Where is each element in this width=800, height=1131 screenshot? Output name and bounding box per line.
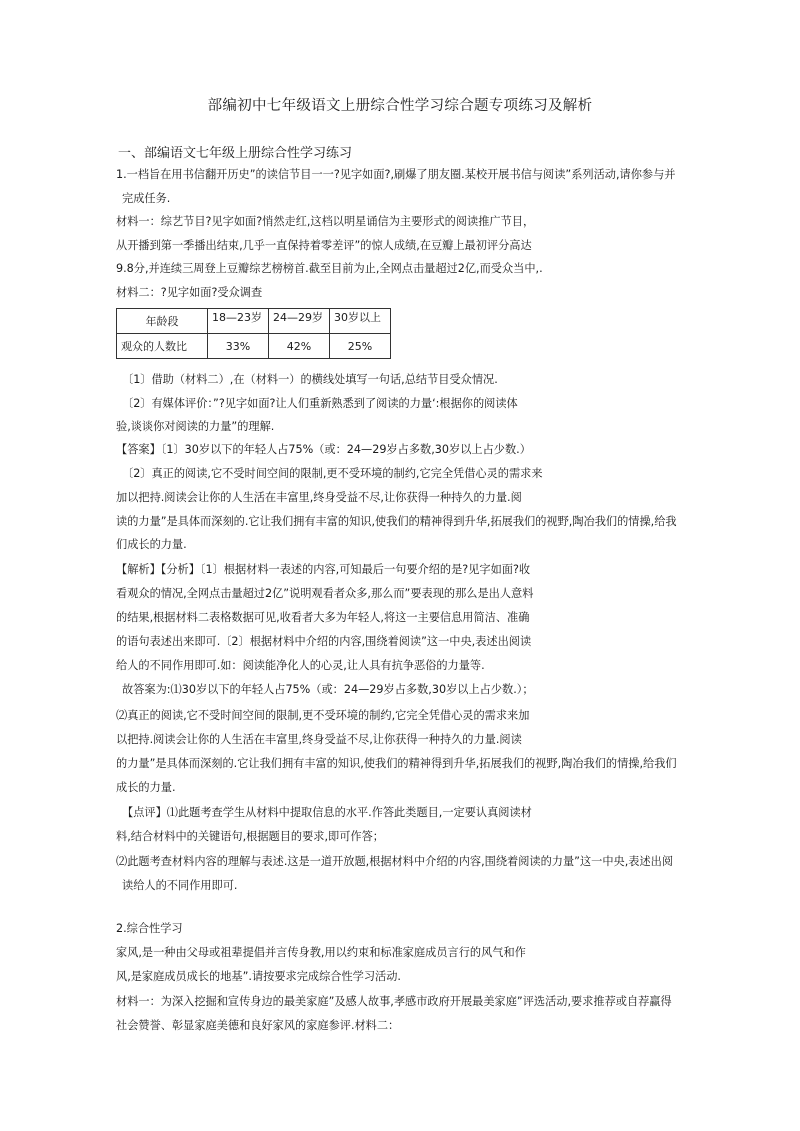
analysis-line: 给人的不同作用即可.如：阅读能净化人的心灵,让人具有抗争恶俗的力量等. bbox=[116, 659, 485, 672]
q2-line: 社会赞誉、彰显家庭美德和良好家风的家庭参评.材料二： bbox=[116, 1019, 400, 1032]
q1-line: 材料一：综艺节目?见字如面?悄然走红,这档以明星诵信为主要形式的阅读推广节目， bbox=[116, 215, 535, 228]
answer-line: 加以把持.阅读会让你的人生活在丰富里,终身受益不尽,让你获得一种持久的力量.阅 bbox=[116, 491, 522, 504]
q1-subquestion: 验,谈谈你对阅读的力量”的理解. bbox=[116, 420, 275, 433]
q1-line: 1.一档旨在用书信翻开历史”的读信节目一一?见字如面?,刷爆了朋友圈.某校开展书信与阅读”系列活动,请你参与并 bbox=[116, 168, 676, 181]
q1-line: 从开播到第一季播出结束,几乎一直保持着零差评”的惊人成绩,在豆瓣上最初评分高达 bbox=[116, 239, 532, 252]
analysis-line: 以把持.阅读会让你的人生活在丰富里,终身受益不尽,让你获得一种持久的力量.阅读 bbox=[116, 733, 522, 746]
analysis-line: 成长的力量. bbox=[116, 781, 176, 794]
q1-subquestion: 〔1〕借助（材料二）,在（材料一）的横线处填写一句话,总结节目受众情况. bbox=[122, 373, 498, 386]
analysis-line: 的力量”是具体而深刻的.它让我们拥有丰富的知识,使我们的精神得到升华,拓展我们的视野,陶冶我们的情操,给我们 bbox=[116, 757, 677, 770]
analysis-line: ⑵真正的阅读,它不受时间空间的限制,更不受环境的制约,它完全凭借心灵的需求来加 bbox=[116, 709, 530, 722]
comment-line: ⑵此题考查材料内容的理解与表述.这是一道开放题,根据材料中介绍的内容,围绕着阅读的力量”这一中央,表述出阅 bbox=[116, 855, 674, 868]
q2-line: 风,是家庭成员成长的地基”.请按要求完成综合性学习活动. bbox=[116, 970, 401, 983]
analysis-line: 的语句表述出来即可.〔2〕根据材料中介绍的内容,围绕着阅读”这一中央,表述出阅读 bbox=[116, 635, 532, 648]
answer-line: 读的力量”是具体而深刻的.它让我们拥有丰富的知识,使我们的精神得到升华,拓展我们的视野,陶冶我们的情操,给我 bbox=[116, 515, 677, 528]
analysis-line: 看观众的情况,全网点击量超过2亿”说明观看者众多,那么而”要表现的那么是出人意料 bbox=[116, 587, 534, 600]
table-cell: 25% bbox=[330, 334, 391, 359]
table-row bbox=[117, 334, 391, 359]
comment-line: 料,结合材料中的关键语句,根据题目的要求,即可作答； bbox=[116, 830, 384, 843]
q2-heading: 2.综合性学习 bbox=[116, 922, 183, 935]
table-cell: 42% bbox=[269, 334, 330, 359]
q2-line: 家风,是一种由父母或祖辈提倡并言传身教,用以约束和标准家庭成员言行的风气和作 bbox=[116, 946, 526, 959]
analysis-line: 的结果,根据材料二表格数据可见,收看者大多为年轻人,将这一主要信息用简洁、准确 bbox=[116, 611, 530, 624]
document-title: 部编初中七年级语文上册综合性学习综合题专项练习及解析 bbox=[207, 98, 593, 114]
table-cell: 年龄段 bbox=[117, 309, 208, 334]
table-cell: 30岁以上 bbox=[330, 309, 391, 334]
q1-line: 9.8分,并连续三周登上豆瓣综艺榜榜首.截至目前为止,全网点击量超过2亿,而受众当中,. bbox=[116, 262, 543, 275]
table-cell: 观众的人数比 bbox=[117, 334, 208, 359]
comment-line: 读给人的不同作用即可. bbox=[122, 879, 238, 892]
table-cell: 33% bbox=[208, 334, 269, 359]
answer-line: 们成长的力量. bbox=[116, 538, 187, 551]
analysis-line: 故答案为:⑴30岁以下的年轻人占75%（或：24—29岁占多数,30岁以上占少数.）； bbox=[122, 683, 534, 696]
table-header-row bbox=[117, 309, 391, 334]
q2-line: 材料一：为深入挖掘和宣传身边的最美家庭”及感人故事,孝感市政府开展最美家庭”评选活动,要求推荐或自荐赢得 bbox=[116, 995, 672, 1008]
q1-line: 材料二：?见字如面?受众调查 bbox=[116, 286, 263, 299]
q1-line: 完成任务. bbox=[122, 192, 171, 205]
section-heading: 一、部编语文七年级上册综合性学习练习 bbox=[118, 146, 353, 161]
table-cell: 18—23岁 bbox=[208, 309, 269, 334]
comment-line: 【点评】⑴此题考查学生从材料中提取信息的水平.作答此类题目,一定要认真阅读材 bbox=[122, 806, 532, 819]
table-cell: 24—29岁 bbox=[269, 309, 330, 334]
answer-line: 〔2〕真正的阅读,它不受时间空间的限制,更不受环境的制约,它完全凭借心灵的需求来 bbox=[122, 467, 543, 480]
q1-subquestion: 〔2〕有媒体评价：”?见字如面?让人们重新熟悉到了阅读的力量‘:根据你的阅读体 bbox=[122, 397, 518, 410]
analysis-line: 【解析】【分析】〔1〕根据材料一表述的内容,可知最后一句要介绍的是?见字如面?收 bbox=[116, 563, 531, 576]
survey-table bbox=[116, 308, 391, 359]
answer-line: 【答案】〔1〕30岁以下的年轻人占75%（或：24—29岁占多数,30岁以上占少数.） bbox=[116, 443, 531, 456]
